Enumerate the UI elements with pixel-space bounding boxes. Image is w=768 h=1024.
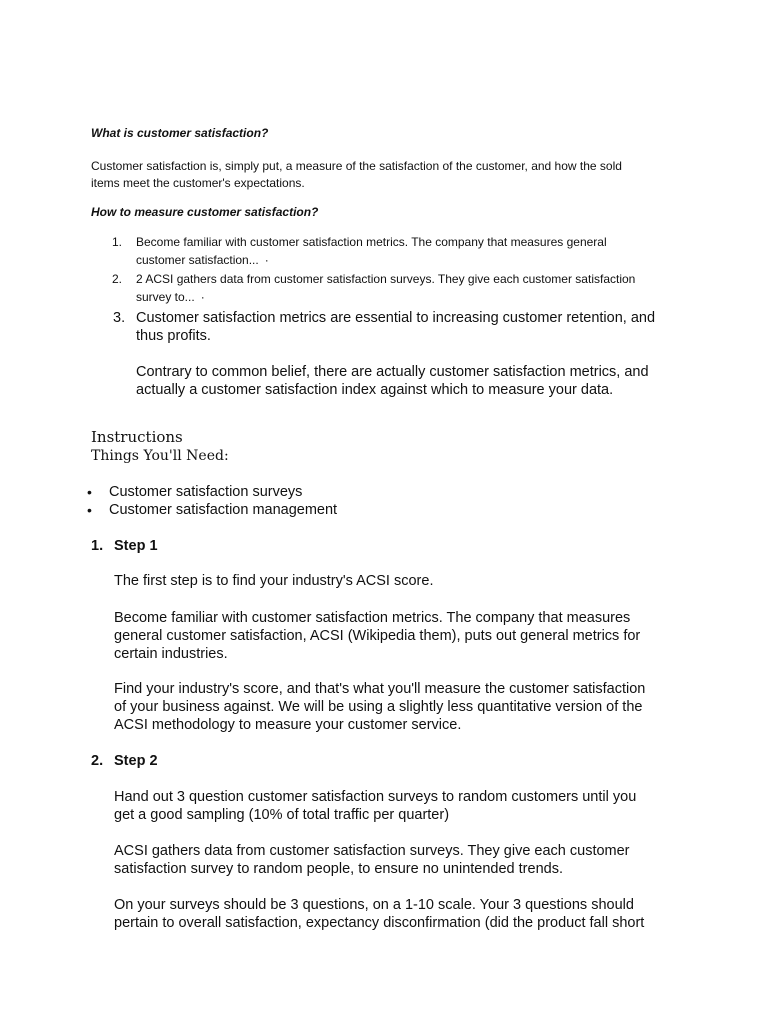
list-item-line-2: customer satisfaction... ·	[136, 253, 269, 267]
step-paragraph-line: ACSI methodology to measure your customer service.	[114, 717, 462, 733]
list-marker: 2.	[111, 272, 122, 286]
step-paragraph-line: ACSI gathers data from customer satisfaction surveys. They give each customer	[114, 843, 630, 859]
step-paragraph-line: Become familiar with customer satisfaction metrics. The company that measures	[114, 610, 631, 626]
step-paragraph-line: Hand out 3 question customer satisfaction surveys to random customers until you	[114, 789, 637, 805]
step-marker: 2.	[91, 753, 104, 769]
list-marker: 3.	[113, 310, 126, 326]
list-item-paragraph-line-2: actually a customer satisfaction index against which to measure your data.	[136, 382, 614, 398]
step-paragraph-line: certain industries.	[114, 646, 228, 662]
list-marker: 1.	[111, 235, 122, 249]
step-paragraph-line: of your business against. We will be using a slightly less quantitative version of the	[114, 699, 643, 715]
continuation-dot: ·	[200, 290, 205, 304]
instructions-title: Instructions	[91, 428, 183, 446]
intro-paragraph-line-2: items meet the customer's expectations.	[91, 176, 305, 190]
list-item-line-1: Become familiar with customer satisfaction metrics. The company that measures general	[136, 235, 607, 249]
step-marker: 1.	[91, 538, 104, 554]
list-item-line-2: thus profits.	[136, 328, 211, 344]
step-paragraph-line: satisfaction survey to random people, to ensure no unintended trends.	[114, 861, 563, 877]
list-item-paragraph-line-1: Contrary to common belief, there are actually customer satisfaction metrics, and	[136, 364, 649, 380]
subheading-how-to-measure: How to measure customer satisfaction?	[91, 205, 319, 219]
step-title: Step 2	[114, 753, 158, 769]
step-paragraph-line: The first step is to find your industry's ACSI score.	[114, 573, 434, 589]
needs-item-label: Customer satisfaction surveys	[109, 484, 303, 500]
step-paragraph-line: pertain to overall satisfaction, expectancy disconfirmation (did the product fall short	[114, 915, 645, 931]
list-item-line-2: survey to... ·	[136, 290, 205, 304]
intro-paragraph-line-1: Customer satisfaction is, simply put, a measure of the satisfaction of the customer, and how the sold	[91, 159, 622, 173]
needs-item-label: Customer satisfaction management	[109, 502, 338, 518]
step-paragraph-line: On your surveys should be 3 questions, on a 1-10 scale. Your 3 questions should	[114, 897, 634, 913]
continuation-dot: ·	[264, 253, 269, 267]
heading-what-is: What is customer satisfaction?	[91, 126, 269, 140]
step-paragraph-line: Find your industry's score, and that's what you'll measure the customer satisfaction	[114, 681, 646, 697]
list-item-line-1: Customer satisfaction metrics are essential to increasing customer retention, and	[136, 310, 656, 326]
bullet-icon: •	[87, 502, 92, 518]
step-paragraph-line: general customer satisfaction, ACSI (Wikipedia them), puts out general metrics for	[114, 628, 641, 644]
list-item-line-1: 2 ACSI gathers data from customer satisfaction surveys. They give each customer satisfaction	[136, 272, 636, 286]
step-title: Step 1	[114, 538, 158, 554]
step-paragraph-line: get a good sampling (10% of total traffic per quarter)	[114, 807, 450, 823]
things-needed-subtitle: Things You'll Need:	[91, 448, 229, 464]
bullet-icon: •	[87, 484, 92, 500]
